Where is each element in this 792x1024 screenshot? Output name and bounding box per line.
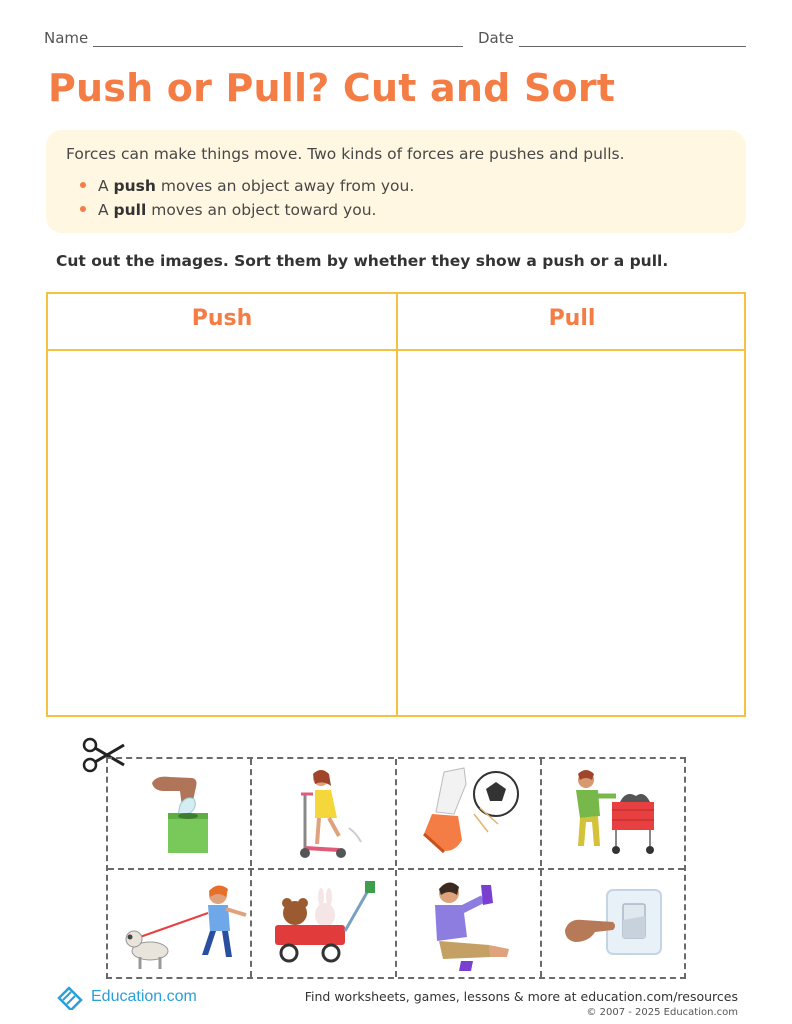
- intro-text: Forces can make things move. Two kinds of forces are pushes and pulls.: [66, 145, 625, 163]
- shopping-cart-icon: [564, 766, 664, 861]
- tissue-box-icon: [130, 769, 230, 859]
- intro-box: [46, 130, 746, 233]
- logo-text: Education.com: [91, 988, 197, 1005]
- footer-copyright: © 2007 - 2025 Education.com: [586, 1007, 738, 1018]
- education-logo[interactable]: [55, 984, 197, 1010]
- wagon-toys-icon: [269, 875, 379, 975]
- bullet-push: A push moves an object away from you.: [80, 177, 414, 195]
- sort-table: [46, 292, 746, 717]
- bullet-pull: A pull moves an object toward you.: [80, 201, 376, 219]
- cutout-tissue-box[interactable]: [108, 759, 252, 868]
- cutout-grid: [106, 757, 686, 979]
- name-line[interactable]: [93, 46, 463, 47]
- light-switch-icon: [559, 880, 669, 970]
- column-push-header: Push: [191, 306, 253, 331]
- cutout-scooter-girl[interactable]: [252, 759, 396, 868]
- kicking-ball-icon: [414, 764, 524, 864]
- education-logo-icon: [55, 984, 85, 1010]
- bullet-dot-icon: [80, 182, 86, 188]
- date-line[interactable]: [519, 46, 746, 47]
- column-pull-header: Pull: [548, 306, 596, 331]
- bullet-dot-icon: [80, 206, 86, 212]
- pulling-sock-icon: [419, 875, 519, 975]
- scooter-girl-icon: [279, 764, 369, 864]
- instructions: Cut out the images. Sort them by whether they show a push or a pull.: [56, 252, 669, 270]
- footer-resources[interactable]: Find worksheets, games, lessons & more at education.com/resources: [304, 989, 738, 1004]
- name-label: Name: [44, 29, 89, 47]
- push-drop-area[interactable]: [48, 351, 396, 715]
- cutout-shopping-cart[interactable]: [542, 759, 686, 868]
- cutout-light-switch[interactable]: [542, 870, 686, 979]
- cutout-pulling-sock[interactable]: [397, 870, 541, 979]
- pull-drop-area[interactable]: [398, 351, 744, 715]
- cutout-dog-leash[interactable]: [108, 870, 252, 979]
- cutout-wagon-toys[interactable]: [252, 870, 396, 979]
- page-title: Push or Pull? Cut and Sort: [48, 66, 616, 110]
- date-label: Date: [478, 29, 514, 47]
- cutout-kicking-ball[interactable]: [397, 759, 541, 868]
- dog-leash-icon: [110, 875, 250, 975]
